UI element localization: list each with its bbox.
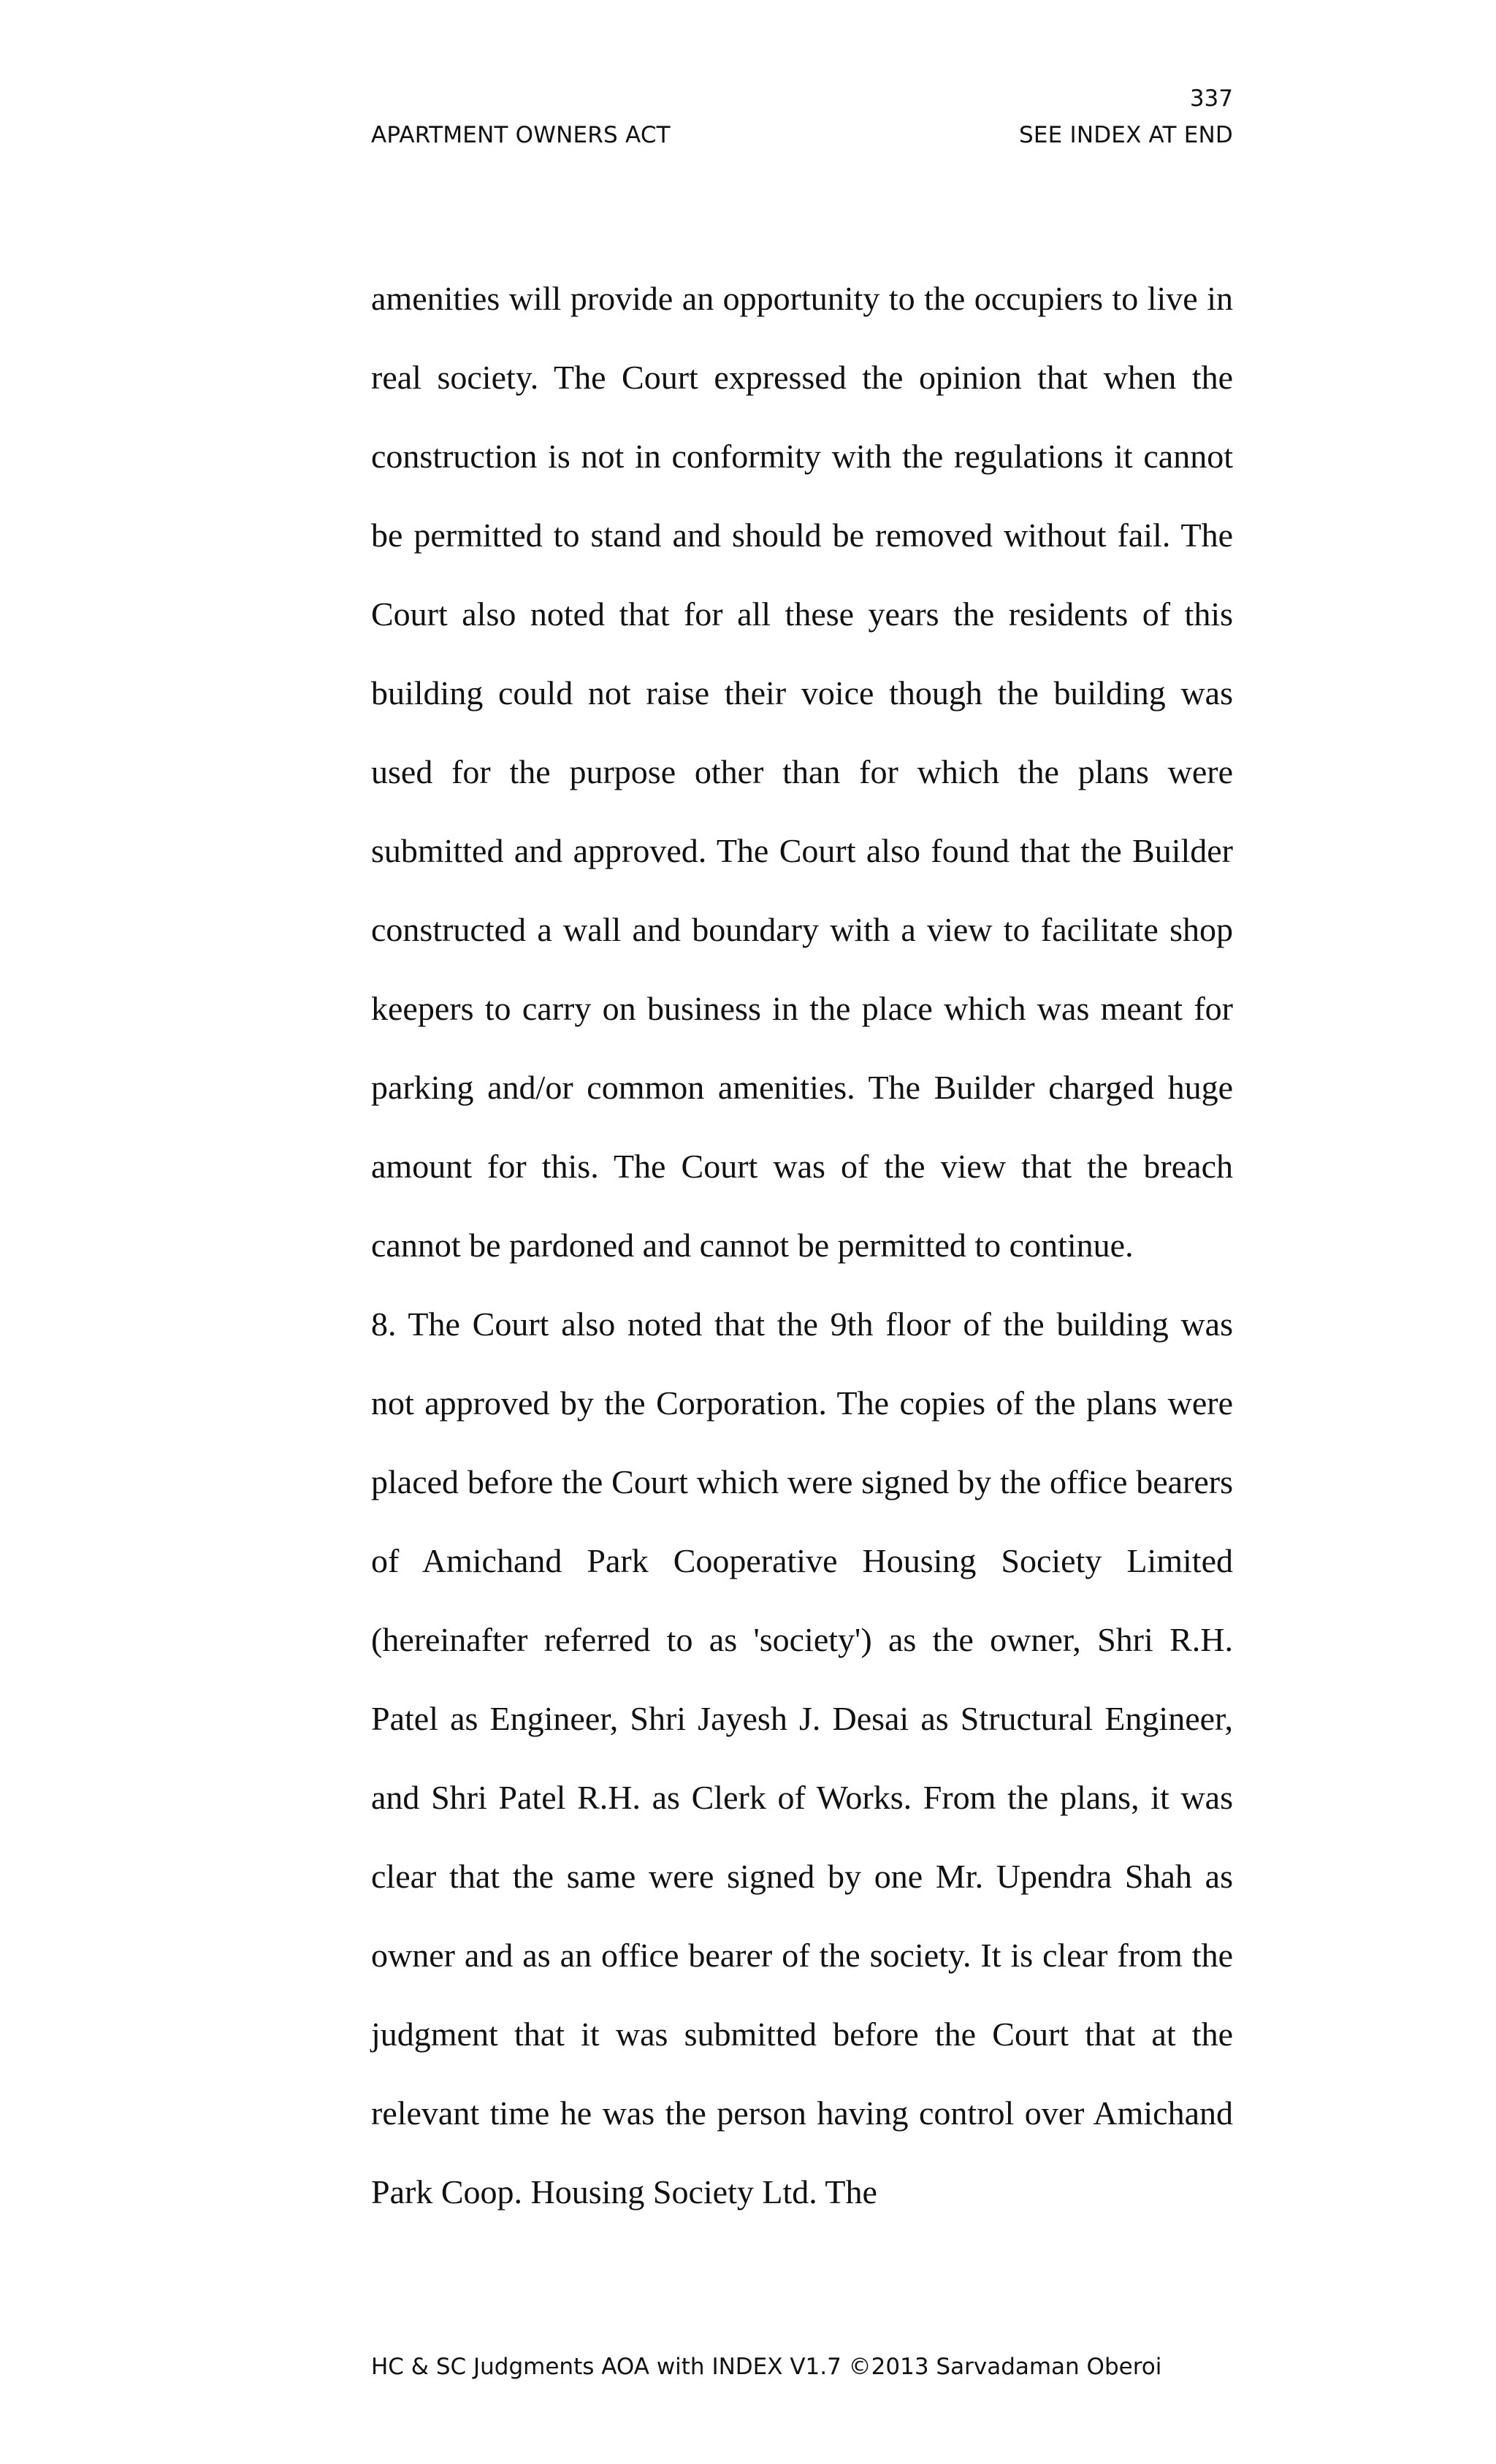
running-header-index-note: SEE INDEX AT END xyxy=(1018,122,1233,148)
page-footer: HC & SC Judgments AOA with INDEX V1.7 ©2013 Sarvadaman Oberoi xyxy=(371,2354,1162,2380)
running-header-title: APARTMENT OWNERS ACT xyxy=(371,122,671,148)
document-body xyxy=(371,259,1233,2232)
page-number: 337 xyxy=(1189,85,1233,112)
paragraph-continuation: amenities will provide an opportunity to the occupiers to live in real society. The Court expressed the opinion that when the construction is not in conformity with the regulations it cannot be permitted to stand and should be removed without fail. The Court also noted that for all these years the residents of this building could not raise their voice though the building was used for the purpose other than for which the plans were submitted and approved. The Court also found that the Builder constructed a wall and boundary with a view to facilitate shop keepers to carry on business in the place which was meant for parking and/or common amenities. The Builder charged huge amount for this. The Court was of the view that the breach cannot be pardoned and cannot be permitted to continue. xyxy=(371,280,1233,1264)
paragraph-8: 8. The Court also noted that the 9th floor of the building was not approved by the Corporation. The copies of the plans were placed before the Court which were signed by the office bearers of Amichand Park Cooperative Housing Society Limited (hereinafter referred to as 'society') as the owner, Shri R.H. Patel as Engineer, Shri Jayesh J. Desai as Structural Engineer, and Shri Patel R.H. as Clerk of Works. From the plans, it was clear that the same were signed by one Mr. Upendra Shah as owner and as an office bearer of the society. It is clear from the judgment that it was submitted before the Court that at the relevant time he was the person having control over Amichand Park Coop. Housing Society Ltd. The xyxy=(371,1305,1233,2211)
